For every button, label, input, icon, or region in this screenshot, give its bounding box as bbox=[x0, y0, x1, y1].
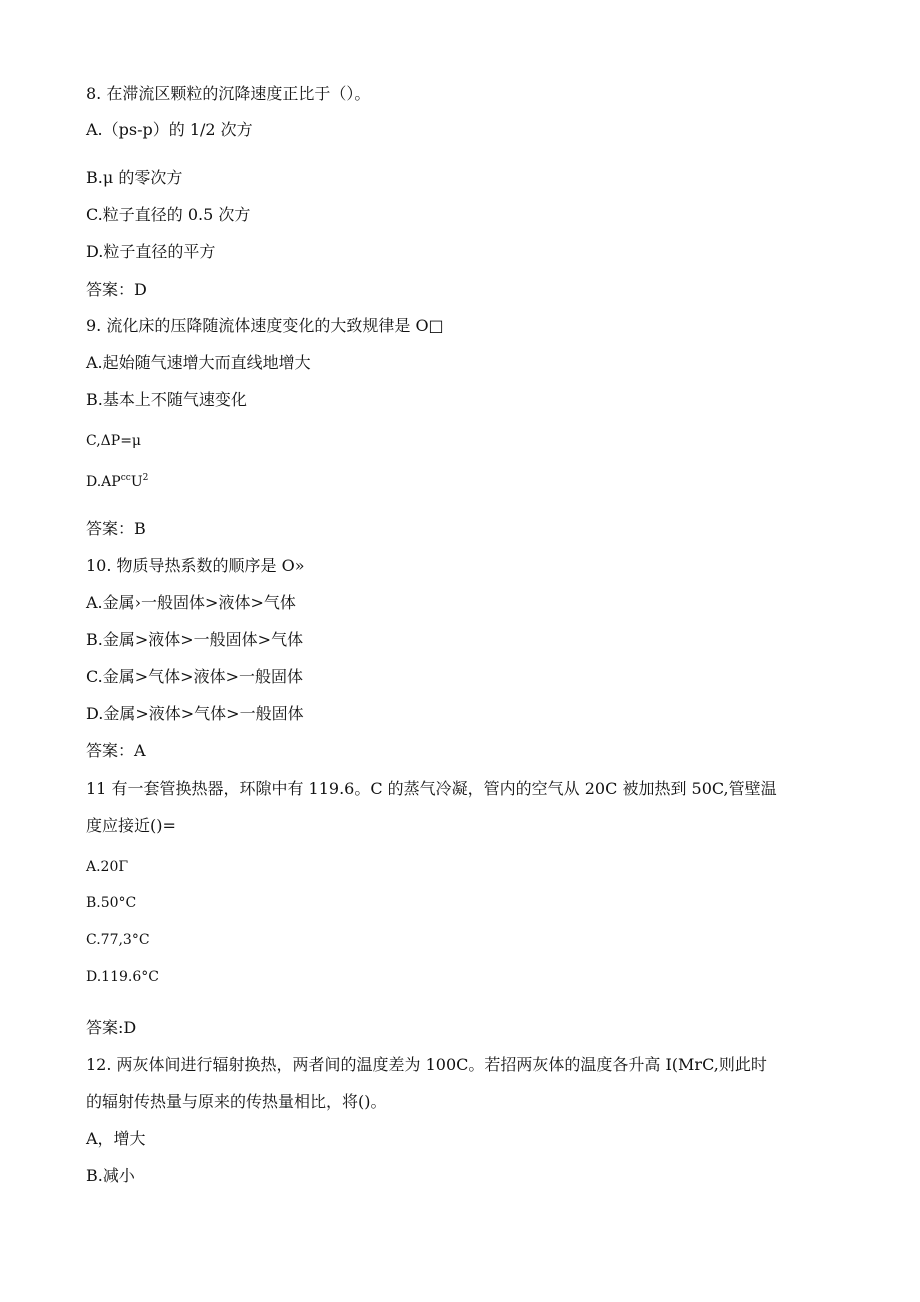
answer-11: 答案:D bbox=[86, 1018, 137, 1037]
question-11-text-line-1: 11 有一套管换热器，环隙中有 119.6。C 的蒸气冷凝，管内的空气从 20C 被加热到 50C,管壁温 bbox=[86, 779, 777, 798]
answer-8: 答案：D bbox=[86, 280, 147, 299]
option-11d: D.119.6°C bbox=[86, 969, 159, 985]
question-9-text: 9. 流化床的压降随流体速度变化的大致规律是 O□ bbox=[86, 316, 444, 335]
option-9d-symbol: U bbox=[130, 474, 143, 490]
question-12-text-line-1: 12. 两灰体间进行辐射换热，两者间的温度差为 100C。若招两灰体的温度各升高 I(MrC,则此时 bbox=[86, 1055, 767, 1074]
question-8-text: 8. 在滞流区颗粒的沉降速度正比于（）。 bbox=[86, 84, 371, 103]
option-10a: A.金属›一般固体>液体>气体 bbox=[86, 593, 296, 612]
option-9d-superscript: cc bbox=[120, 473, 131, 483]
option-10c: C.金属>气体>液体>一般固体 bbox=[86, 667, 303, 686]
option-10b: B.金属>液体>一般固体>气体 bbox=[86, 630, 304, 649]
answer-9: 答案：B bbox=[86, 519, 146, 538]
option-8d: D.粒子直径的平方 bbox=[86, 242, 216, 261]
option-12a: A，增大 bbox=[86, 1129, 146, 1148]
option-9a: A.起始随气速增大而直线地增大 bbox=[86, 353, 311, 372]
option-9b: B.基本上不随气速变化 bbox=[86, 390, 247, 409]
option-9c: C,ΔP=μ bbox=[86, 433, 142, 449]
option-10d: D.金属>液体>气体>一般固体 bbox=[86, 704, 304, 723]
option-11b: B.50°C bbox=[86, 895, 137, 911]
option-8a: A.（ps-p）的 1/2 次方 bbox=[86, 120, 253, 139]
question-10-text: 10. 物质导热系数的顺序是 O» bbox=[86, 556, 305, 575]
option-9d bbox=[86, 468, 148, 492]
option-8c: C.粒子直径的 0.5 次方 bbox=[86, 205, 251, 224]
option-8b: B.μ 的零次方 bbox=[86, 168, 183, 187]
option-12b: B.减小 bbox=[86, 1166, 135, 1185]
option-9d-exponent: 2 bbox=[142, 473, 149, 483]
question-11-text-line-2: 度应接近()= bbox=[86, 816, 176, 835]
question-12-text-line-2: 的辐射传热量与原来的传热量相比，将()。 bbox=[86, 1092, 387, 1111]
option-11c: C.77,3°C bbox=[86, 932, 150, 948]
option-11a: A.20Γ bbox=[86, 859, 129, 875]
option-9d-text: D.AP bbox=[86, 474, 121, 490]
answer-10: 答案：A bbox=[86, 741, 146, 760]
